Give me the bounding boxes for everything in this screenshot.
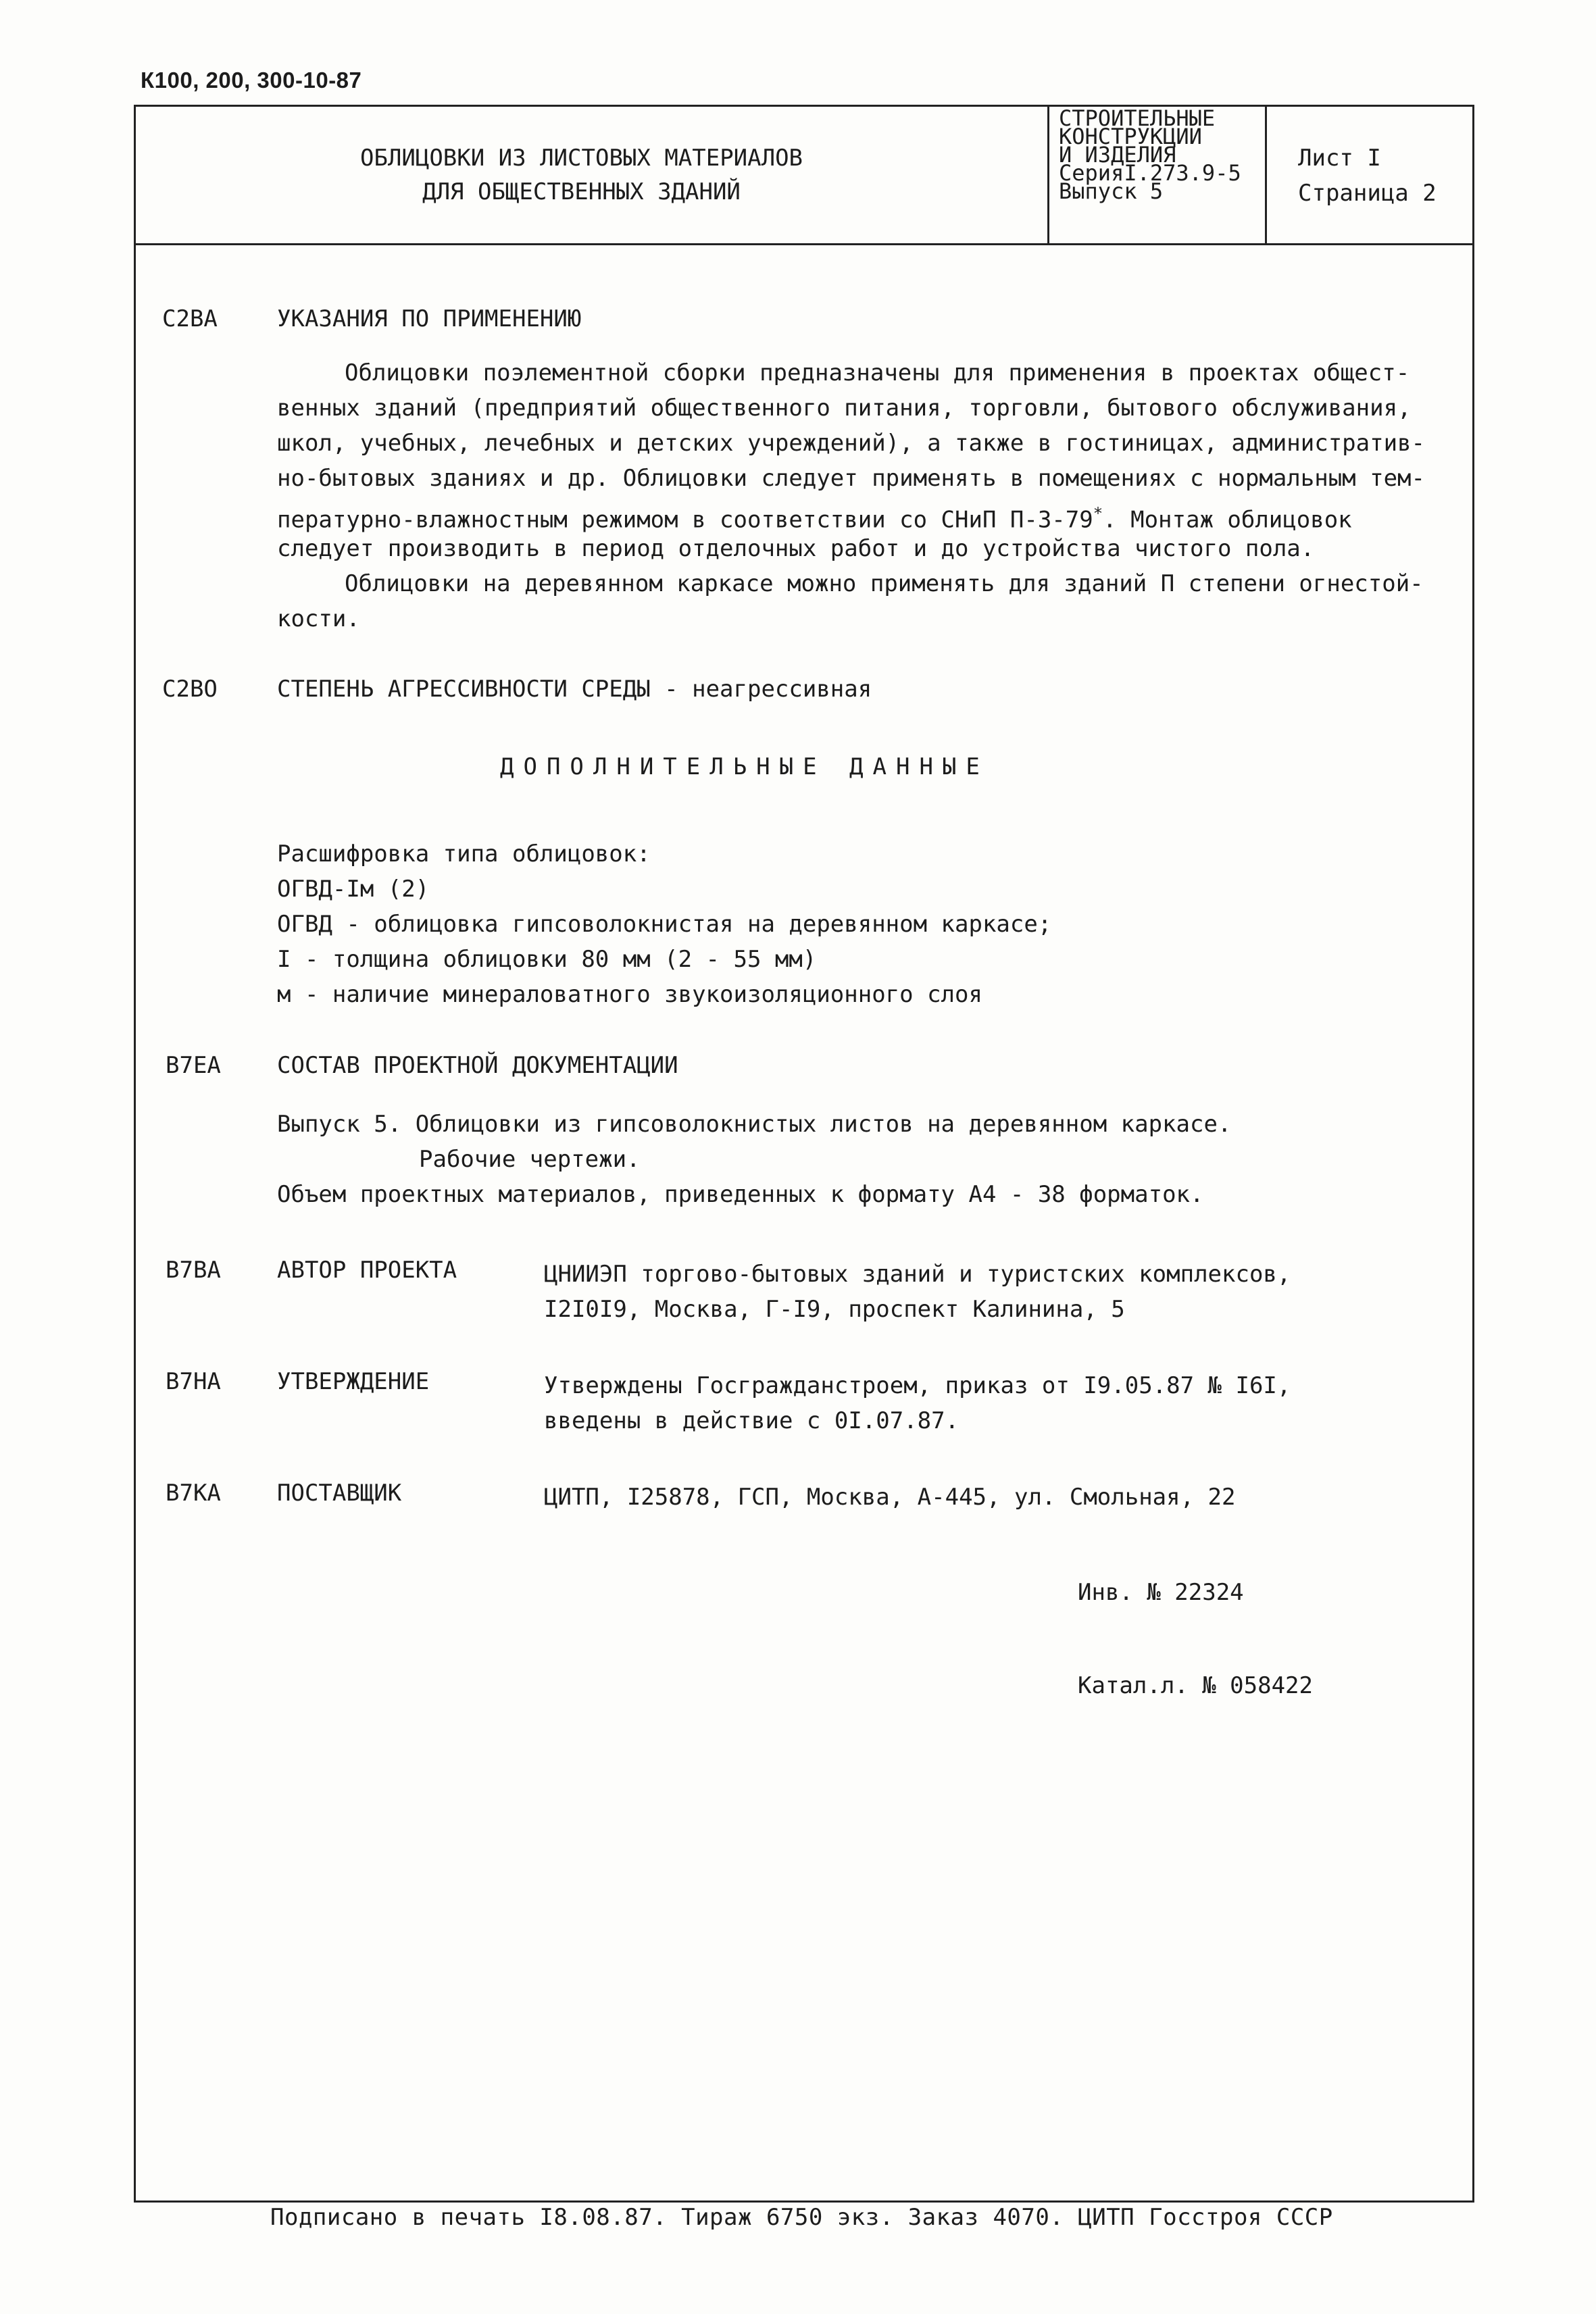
inventory-number: Инв. № 22324: [1078, 1579, 1244, 1606]
usage-line-5-tail: . Монтаж облицовок: [1103, 506, 1352, 534]
series-code: К100, 200, 300-10-87: [141, 68, 362, 93]
author-line-2: I2I0I9, Москва, Г-I9, проспект Калинина, 5: [544, 1296, 1125, 1323]
aggressiveness-row: [277, 676, 872, 703]
title-line-2: ДЛЯ ОБЩЕСТВЕННЫХ ЗДАНИЙ: [422, 178, 741, 205]
decoding-line-1: Расшифровка типа облицовок:: [277, 840, 651, 867]
usage-line-8: кости.: [277, 605, 360, 632]
additional-data-heading: ДОПОЛНИТЕЛЬНЫЕ ДАННЫЕ: [500, 753, 989, 780]
issue-number: Выпуск 5: [1059, 178, 1164, 204]
documentation-line-2: Рабочие чертежи.: [419, 1146, 641, 1173]
supplier-line-1: ЦИТП, I25878, ГСП, Москва, А-445, ул. Смольная, 22: [544, 1484, 1236, 1511]
category-line-3: И ИЗДЕЛИЯ: [1059, 142, 1176, 168]
category-line-2: КОНСТРУКЦИИ: [1059, 124, 1202, 149]
decoding-line-3: ОГВД - облицовка гипсоволокнистая на деревянном каркасе;: [277, 911, 1052, 938]
approval-label: УТВЕРЖДЕНИЕ: [277, 1368, 430, 1395]
decoding-line-4: I - толщина облицовки 80 мм (2 - 55 мм): [277, 946, 817, 973]
page-number: Страница 2: [1298, 180, 1437, 207]
sheet-number: Лист I: [1298, 145, 1381, 172]
approval-line-1: Утверждены Госгражданстроем, приказ от I9.05.87 № I6I,: [544, 1372, 1291, 1399]
usage-line-7: Облицовки на деревянном каркасе можно применять для зданий П степени огнестой-: [345, 570, 1424, 597]
supplier-code: B7KA: [166, 1480, 221, 1507]
author-line-1: ЦНИИЭП торгово-бытовых зданий и туристских комплексов,: [544, 1261, 1291, 1288]
series-number: СерияI.273.9-5: [1059, 160, 1241, 186]
usage-line-2: венных зданий (предприятий общественного питания, торговли, бытового обслуживания,: [277, 395, 1412, 422]
aggressiveness-code: C2BO: [162, 676, 218, 703]
aggressiveness-value: - неагрессивная: [650, 676, 872, 703]
documentation-line-3: Объем проектных материалов, приведенных к формату А4 - 38 форматок.: [277, 1181, 1204, 1208]
catalog-number: Катал.л. № 058422: [1078, 1672, 1313, 1699]
usage-code: C2BA: [162, 305, 218, 332]
usage-asterisk: *: [1093, 504, 1103, 523]
usage-line-6: следует производить в период отделочных работ и до устройства чистого пола.: [277, 535, 1315, 562]
category-line-1: СТРОИТЕЛЬНЫЕ: [1059, 105, 1216, 131]
title-line-1: ОБЛИЦОВКИ ИЗ ЛИСТОВЫХ МАТЕРИАЛОВ: [359, 145, 803, 172]
usage-line-5-text: пературно-влажностным режимом в соответствии со СНиП П-3-79: [277, 506, 1093, 534]
documentation-code: B7EA: [166, 1052, 221, 1079]
usage-line-1: Облицовки поэлементной сборки предназначены для применения в проектах общест-: [345, 359, 1410, 386]
documentation-line-1: Выпуск 5. Облицовки из гипсоволокнистых листов на деревянном каркасе.: [277, 1111, 1232, 1138]
title-block: [136, 107, 1472, 245]
usage-line-4: но-бытовых зданиях и др. Облицовки следует применять в помещениях с нормальным тем-: [277, 465, 1425, 492]
supplier-label: ПОСТАВЩИК: [277, 1480, 402, 1507]
document-title: [136, 107, 1049, 243]
print-footer: Подписано в печать I8.08.87. Тираж 6750 экз. Заказ 4070. ЦИТП Госстроя СССР: [270, 2204, 1333, 2231]
usage-line-3: школ, учебных, лечебных и детских учреждений), а также в гостиницах, административ-: [277, 430, 1425, 457]
decoding-line-2: ОГВД-Iм (2): [277, 876, 430, 903]
decoding-line-5: м - наличие минераловатного звукоизоляционного слоя: [277, 981, 982, 1008]
author-code: B7BA: [166, 1257, 221, 1284]
sheet-info: [1267, 107, 1474, 243]
approval-code: B7HA: [166, 1368, 221, 1395]
approval-line-2: введены в действие с 0I.07.87.: [544, 1407, 959, 1434]
author-label: АВТОР ПРОЕКТА: [277, 1257, 457, 1284]
usage-title: УКАЗАНИЯ ПО ПРИМЕНЕНИЮ: [277, 305, 582, 332]
series-info: [1049, 107, 1267, 243]
aggressiveness-title: СТЕПЕНЬ АГРЕССИВНОСТИ СРЕДЫ: [277, 676, 651, 703]
documentation-title: СОСТАВ ПРОЕКТНОЙ ДОКУМЕНТАЦИИ: [277, 1052, 678, 1079]
